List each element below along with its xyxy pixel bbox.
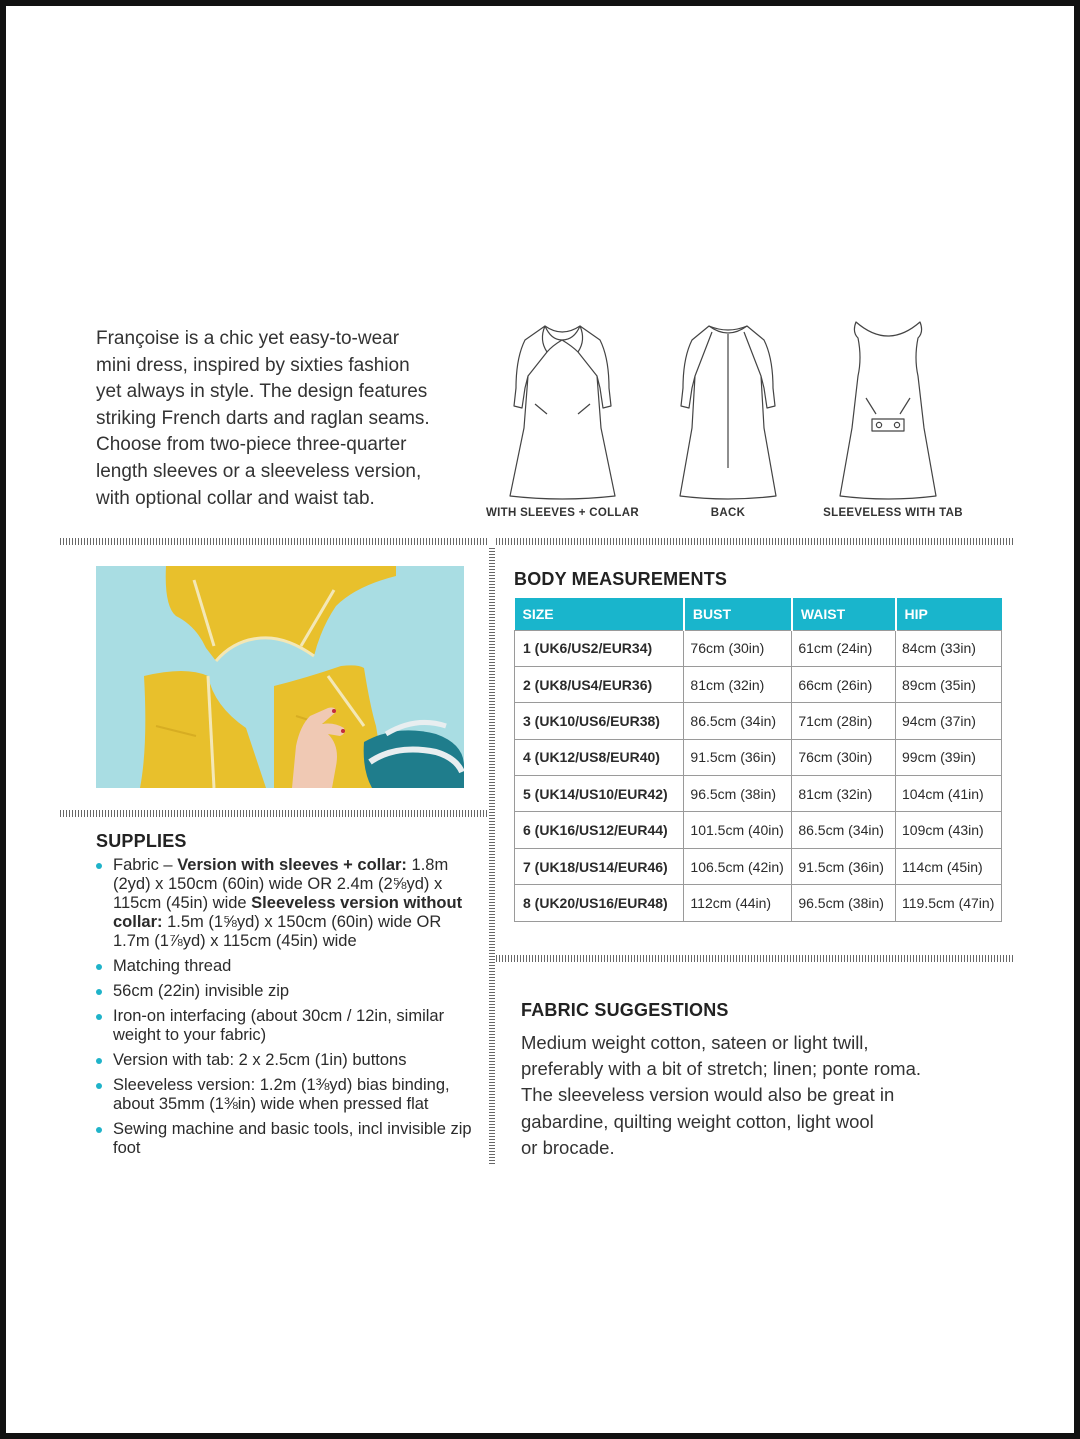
supplies-item: 56cm (22in) invisible zip (96, 982, 476, 1001)
fabric-pressing-photo (96, 566, 464, 788)
bust-cell: 86.5cm (34in) (684, 703, 792, 739)
header-hip: HIP (896, 598, 1002, 630)
intro-paragraph (96, 326, 476, 512)
measurements-table (514, 598, 1002, 922)
table-row (515, 776, 1002, 812)
fabric-suggestions-text (521, 1030, 951, 1161)
intro-line: yet always in style. The design features (96, 381, 428, 403)
hip-cell: 99cm (39in) (896, 739, 1002, 775)
dress-front-sleeves-collar-sketch (505, 318, 620, 500)
supplies-item: Sewing machine and basic tools, incl invisible zip foot (96, 1120, 476, 1158)
hip-cell: 109cm (43in) (896, 812, 1002, 848)
waist-cell: 71cm (28in) (792, 703, 896, 739)
size-cell: 8 (UK20/US16/EUR48) (515, 885, 684, 921)
size-cell: 2 (UK8/US4/EUR36) (515, 666, 684, 702)
fabric-v1-text: 1.8m (2yd) x 150cm (60in) wide OR 2.4m (2⅝yd) x 115cm (45in) wide (113, 856, 449, 912)
hip-cell: 94cm (37in) (896, 703, 1002, 739)
bust-cell: 106.5cm (42in) (684, 848, 792, 884)
table-row (515, 885, 1002, 921)
waist-cell: 81cm (32in) (792, 776, 896, 812)
measurements-header-row (515, 598, 1002, 630)
fabric-line: The sleeveless version would also be great in (521, 1084, 895, 1106)
divider-top-right (496, 538, 1014, 545)
bust-cell: 81cm (32in) (684, 666, 792, 702)
hip-cell: 114cm (45in) (896, 848, 1002, 884)
header-waist: WAIST (792, 598, 896, 630)
size-cell: 5 (UK14/US10/EUR42) (515, 776, 684, 812)
intro-line: length sleeves or a sleeveless version, (96, 460, 422, 482)
bust-cell: 101.5cm (40in) (684, 812, 792, 848)
fabric-line: gabardine, quilting weight cotton, light wool (521, 1110, 874, 1132)
divider-mid-left (60, 810, 488, 817)
divider-top-left (60, 538, 488, 545)
bust-cell: 91.5cm (36in) (684, 739, 792, 775)
header-bust: BUST (684, 598, 792, 630)
fabric-line: Medium weight cotton, sateen or light twill, (521, 1032, 869, 1053)
table-row (515, 666, 1002, 702)
fabric-v1-label: Version with sleeves + collar: (177, 856, 407, 874)
fabric-v2-text: 1.5m (1⅝yd) x 150cm (60in) wide OR 1.7m (1⅞yd) x 115cm (45in) wide (113, 913, 442, 950)
waist-cell: 61cm (24in) (792, 630, 896, 666)
bust-cell: 112cm (44in) (684, 885, 792, 921)
fabric-v2-label: Sleeveless version without collar: (113, 894, 463, 931)
table-row (515, 812, 1002, 848)
waist-cell: 76cm (30in) (792, 739, 896, 775)
intro-line: mini dress, inspired by sixties fashion (96, 354, 410, 376)
size-cell: 6 (UK16/US12/EUR44) (515, 812, 684, 848)
size-cell: 7 (UK18/US14/EUR46) (515, 848, 684, 884)
hip-cell: 84cm (33in) (896, 630, 1002, 666)
size-cell: 4 (UK12/US8/EUR40) (515, 739, 684, 775)
bust-cell: 96.5cm (38in) (684, 776, 792, 812)
sketch-label-front: WITH SLEEVES + COLLAR (486, 507, 639, 519)
divider-vertical (489, 548, 495, 1164)
intro-line: striking French darts and raglan seams. (96, 407, 430, 429)
sketch-label-back: BACK (710, 507, 746, 519)
fabric-suggestions-heading: FABRIC SUGGESTIONS (521, 1000, 729, 1020)
waist-cell: 86.5cm (34in) (792, 812, 896, 848)
hip-cell: 89cm (35in) (896, 666, 1002, 702)
divider-mid-right (496, 955, 1014, 962)
measurements-heading: BODY MEASUREMENTS (514, 569, 728, 589)
intro-line: Françoise is a chic yet easy-to-wear (96, 328, 400, 349)
table-row (515, 703, 1002, 739)
fabric-prefix: Fabric – (113, 856, 178, 874)
supplies-list (96, 856, 476, 1164)
dress-sleeveless-tab-sketch (838, 318, 938, 500)
sketch-label-sleeveless: SLEEVELESS WITH TAB (823, 507, 963, 519)
supplies-item-fabric (96, 856, 476, 951)
table-row (515, 630, 1002, 666)
supplies-heading: SUPPLIES (96, 831, 187, 851)
fabric-line: or brocade. (521, 1136, 615, 1158)
supplies-item: Sleeveless version: 1.2m (1⅜yd) bias binding, about 35mm (1⅜in) wide when pressed flat (96, 1076, 476, 1114)
dress-back-sketch (676, 318, 780, 500)
intro-line: Choose from two-piece three-quarter (96, 434, 407, 456)
table-row (515, 739, 1002, 775)
bust-cell: 76cm (30in) (684, 630, 792, 666)
supplies-item: Iron-on interfacing (about 30cm / 12in, similar weight to your fabric) (96, 1007, 476, 1045)
waist-cell: 66cm (26in) (792, 666, 896, 702)
hip-cell: 104cm (41in) (896, 776, 1002, 812)
hip-cell: 119.5cm (47in) (896, 885, 1002, 921)
waist-cell: 91.5cm (36in) (792, 848, 896, 884)
supplies-item: Matching thread (96, 957, 476, 976)
size-cell: 1 (UK6/US2/EUR34) (515, 630, 684, 666)
supplies-item: Version with tab: 2 x 2.5cm (1in) buttons (96, 1051, 476, 1070)
size-cell: 3 (UK10/US6/EUR38) (515, 703, 684, 739)
waist-cell: 96.5cm (38in) (792, 885, 896, 921)
table-row (515, 848, 1002, 884)
intro-line: with optional collar and waist tab. (96, 487, 375, 509)
header-size: SIZE (515, 598, 684, 630)
fabric-line: preferably with a bit of stretch; linen; ponte roma. (521, 1058, 922, 1080)
